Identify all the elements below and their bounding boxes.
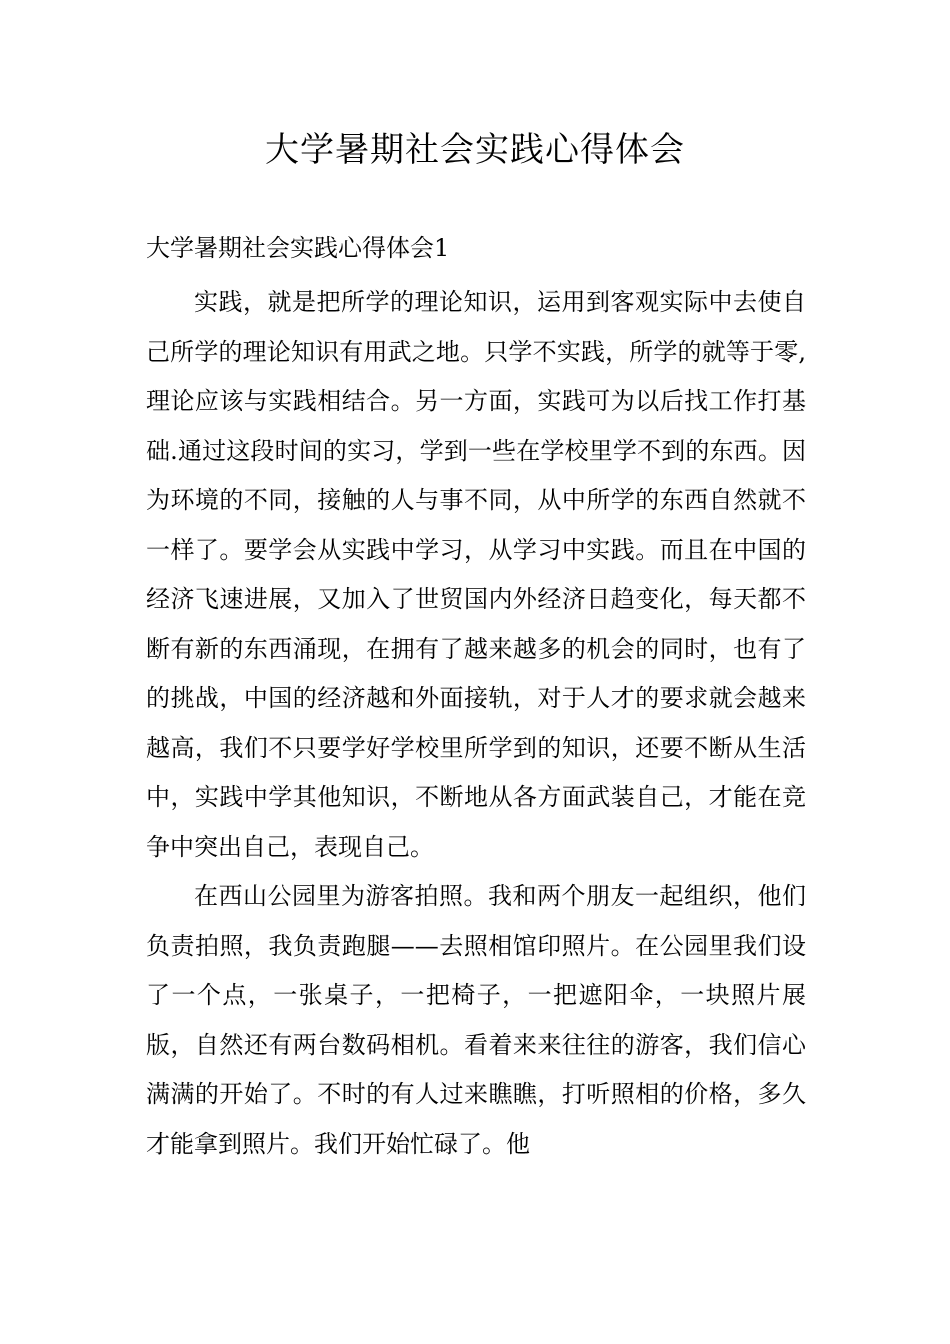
section-heading: 大学暑期社会实践心得体会1 bbox=[146, 234, 450, 262]
document-title: 大学暑期社会实践心得体会 bbox=[265, 130, 685, 170]
paragraph: 在西山公园里为游客拍照。我和两个朋友一起组织，他们负责拍照，我负责跑腿——去照相馆印照片。在公园里我们设了一个点，一张桌子，一把椅子，一把遮阳伞，一块照片展版，自然还有两台数码相机。看着来来往往的游客，我们信心满满的开始了。不时的有人过来瞧瞧，打听照相的价格，多久才能拿到照片。我们开始忙碌了。他 bbox=[146, 882, 806, 1158]
document-body bbox=[146, 278, 806, 1169]
paragraph: 实践，就是把所学的理论知识，运用到客观实际中去使自己所学的理论知识有用武之地。只学不实践，所学的就等于零,理论应该与实践相结合。另一方面，实践可为以后找工作打基础.通过这段时间的实习，学到一些在学校里学不到的东西。因为环境的不同，接触的人与事不同，从中所学的东西自然就不一样了。要学会从实践中学习，从学习中实践。而且在中国的经济飞速进展，又加入了世贸国内外经济日趋变化，每天都不断有新的东西涌现，在拥有了越来越多的机会的同时，也有了的挑战，中国的经济越和外面接轨，对于人才的要求就会越来越高，我们不只要学好学校里所学到的知识，还要不断从生活中，实践中学其他知识，不断地从各方面武装自己，才能在竞争中突出自己，表现自己。 bbox=[146, 288, 806, 861]
